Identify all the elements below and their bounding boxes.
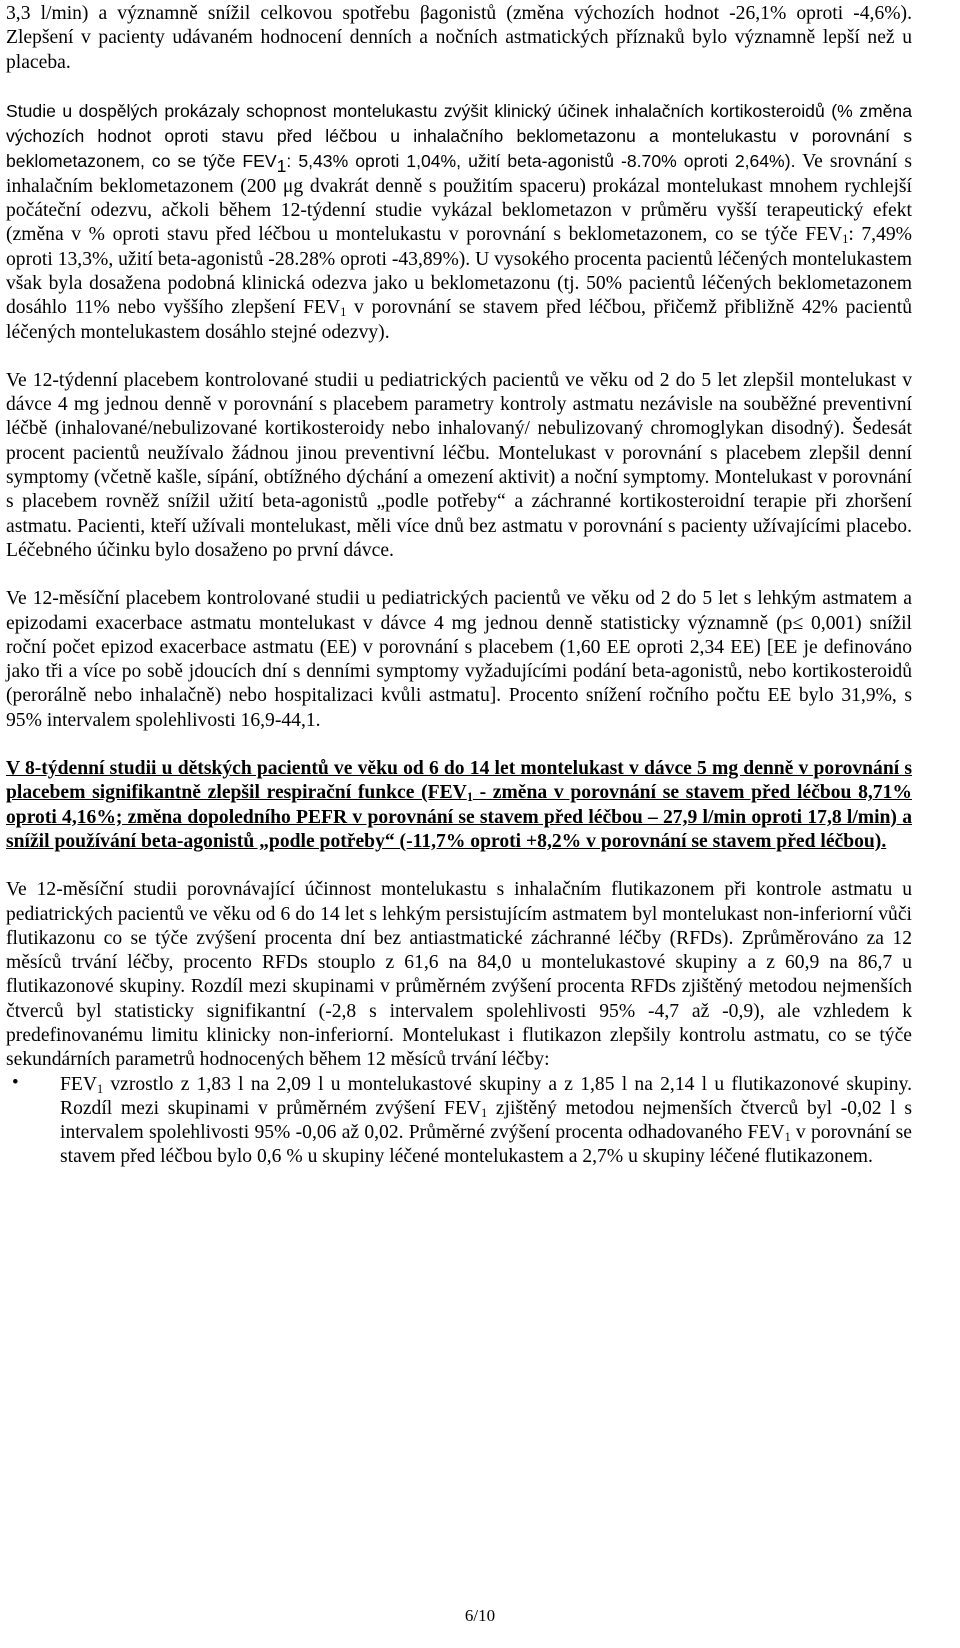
paragraph-text: v porovnání se stavem před léčbou, přičemž přibližně 42% pacientů léčených montelukastem dosáhlo stejné odezvy). (6, 297, 912, 343)
paragraph-text: : 7,49% oproti 13,3%, užití beta-agonistů -28.28% oproti -43,89%). U vysokého procenta pacientů léčených montelukastem však byla dosažena podobná klinická odezva jako u beklometazonu (tj. 50% pacientů léčených beklometazonem dosáhlo 11% nebo vyššího zlepšení FEV (6, 224, 912, 319)
paragraph-text: v porovnání se stavem před léčbou bylo 0,6 % u skupiny léčené montelukastem a 2,7% u skupiny léčené flutikazonem. (60, 1122, 912, 1168)
paragraph-text: Studie u dospělých prokázaly schopnost montelukastu zvýšit klinický účinek inhalačních kortikosteroidů (% změna výchozích hodnot oproti stavu před léčbou u inhalačního beklometazonu a montelukastu v porovnání s beklometazonem, co se týče FEV (6, 100, 912, 172)
paragraph-gap (6, 854, 912, 878)
paragraph-text: - změna v porovnání se stavem před léčbou 8,71% oproti 4,16%; změna dopoledního PEFR v porovnání se stavem před léčbou – 27,9 l/min oproti 17,8 l/min) a snížil používání beta-agonistů „podle potřeby“ (-11,7% oproti +8,2% v porovnání se stavem před léčbou). (6, 782, 912, 852)
paragraph-text: FEV (60, 1073, 98, 1095)
bullet-icon: • (12, 1071, 19, 1093)
page-number: 6/10 (464, 1606, 496, 1625)
paragraph-adults-study (6, 99, 912, 345)
paragraph-text: : 5,43% oproti 1,04%, užití beta-agonistů -8.70% oproti 2,64%). (286, 151, 796, 172)
document-page (6, 2, 912, 1170)
bullet-list (6, 1073, 912, 1170)
paragraph-text: vzrostlo z 1,83 l na 2,09 l u montelukastové skupiny a z 1,85 l na 2,14 l u flutikazonové skupiny. Rozdíl mezi skupinami v průměrném zvýšení FEV (60, 1073, 912, 1119)
paragraph-pediatric-12-month: Ve 12-měsíční placebem kontrolované studii u pediatrických pacientů ve věku od 2 do 5 let s lehkým astmatem a epizodami exacerbace astmatu montelukast v dávce 4 mg jednou denně statisticky významně (p≤ 0,001) snížil roční počet epizod exacerbace astmatu (EE) v porovnání s placebem (1,60 EE oproti 2,34 EE) [EE je definováno jako tři a více po sobě jdoucích dní s denními symptomy vyžadujícími podání beta-agonistů, nebo kortikosteroidů (perorálně nebo inhalačně) nebo hospitalizaci kvůli astmatu]. Procento snížení ročního počtu EE bylo 31,9%, s 95% intervalem spolehlivosti 16,9-44,1. (6, 588, 912, 731)
subscript: 1 (466, 790, 473, 805)
subscript: 1 (481, 1105, 488, 1120)
paragraph-gap (6, 563, 912, 587)
subscript: 1 (784, 1130, 791, 1145)
paragraph-pediatric-12-week: Ve 12-týdenní placebem kontrolované studii u pediatrických pacientů ve věku od 2 do 5 let zlepšil montelukast v dávce 4 mg jednou denně v porovnání s placebem parametry kontroly astmatu nezávisle na souběžné preventivní léčbě (inhalované/nebulizované kortikosteroidy nebo inhalovaný/ nebulizovaný chromoglykan disodný). Šedesát procent pacientů neužívalo žádnou jinou preventivní léčbu. Montelukast v porovnání s placebem zlepšil denní symptomy (včetně kašle, sípání, obtížného dýchání a omezení aktivit) a noční symptomy. Montelukast v porovnání s placebem rovněž snížil užití beta-agonistů „podle potřeby“ a záchranné kortikosteroidní terapie při zhoršení astmatu. Pacienti, kteří užívali montelukast, měli více dnů bez astmatu v porovnání s pacienty užívajícími placebo. Léčebného účinku bylo dosaženo po první dávce. (6, 369, 912, 561)
paragraph-8-week-study (6, 757, 912, 854)
paragraph-gap (6, 733, 912, 757)
list-item (12, 1071, 912, 1170)
subscript: 1 (276, 155, 287, 176)
paragraph-text: oproti -4,6%). Zlepšení v pacienty udávaném hodnocení denních a nočních astmatických příznaků bylo významně lepší než u placeba. (6, 3, 912, 73)
paragraph-gap (6, 345, 912, 369)
paragraph-gap (6, 75, 912, 99)
subscript: 1 (842, 232, 849, 247)
paragraph-text: V 8-týdenní studii u dětských pacientů ve věku od 6 do 14 let montelukast v dávce 5 mg denně v porovnání s placebem signifikantně zlepšil respirační funkce (FEV (6, 758, 912, 804)
subscript: 1 (97, 1081, 104, 1096)
paragraph-text: 3,3 l/min) a významně snížil celkovou spotřebu βagonistů (změna výchozích hodnot -26,1% (6, 3, 787, 24)
paragraph-continuation (6, 2, 912, 75)
paragraph-fluticasone-study: Ve 12-měsíční studii porovnávající účinnost montelukastu s inhalačním flutikazonem při kontrole astmatu u pediatrických pacientů ve věku od 6 do 14 let s lehkým persistujícím astmatem byl montelukast non-inferiorní vůči flutikazonu co se týče zvýšení procenta dní bez antiastmatické záchranné léčby (RFDs). Zprůměrováno za 12 měsíců trvání léčby, procento RFDs stouplo z 61,6 na 84,0 u montelukastové skupiny a z 60,9 na 86,7 u flutikazonové skupiny. Rozdíl mezi skupinami v průměrném zvýšení procenta RFDs zjištěný metodou nejmenších čtverců byl statisticky signifikantní (-2,8 s intervalem spolehlivosti 95% -4,7 až -0,9), ale vzhledem k predefinovanému limitu klinicky non-inferiorní. Montelukast i flutikazon zlepšily kontrolu astmatu, co se týče sekundárních parametrů hodnocených během 12 měsíců trvání léčby: (6, 879, 912, 1071)
paragraph-text: Ve srovnání s inhalačním beklometazonem (200 μg dvakrát denně s použitím spaceru) prokázal montelukast mnohem rychlejší počáteční odezvu, ačkoli během 12-týdenní studie vykázal beklometazon v průměru vyšší terapeutický efekt (změna v % oproti stavu před léčbou u montelukastu v porovnání s beklometazonem, co se týče FEV (6, 151, 912, 246)
paragraph-text: zjištěný metodou nejmenších čtverců byl -0,02 l s intervalem spolehlivosti 95% -0,06 až 0,02. Průměrné zvýšení procenta odhadovaného FEV (60, 1097, 912, 1144)
subscript: 1 (340, 305, 347, 320)
list-item-text (60, 1073, 912, 1170)
